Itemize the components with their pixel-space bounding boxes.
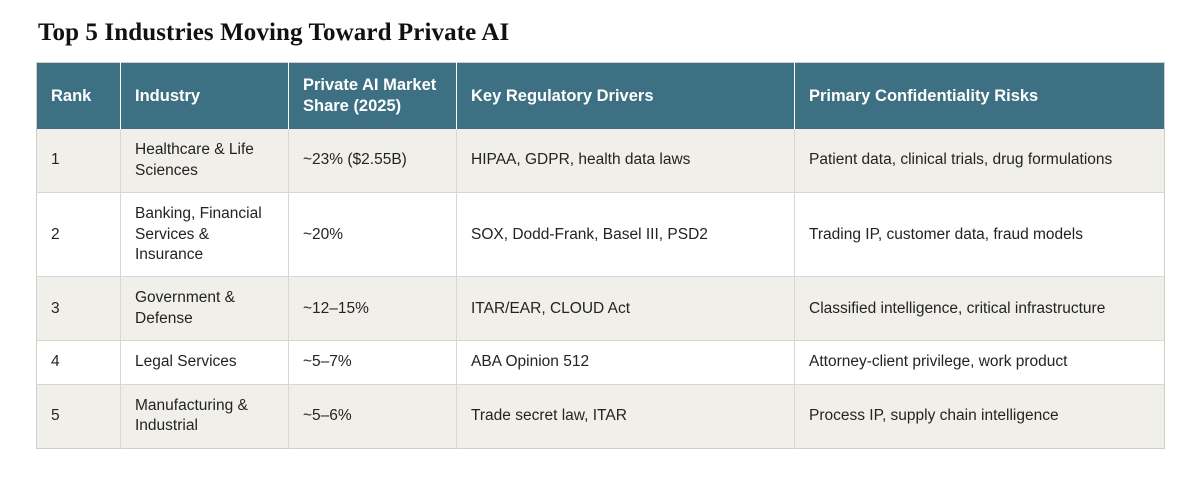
column-header-confidentiality-risks: Primary Confidentiality Risks xyxy=(795,63,1165,130)
column-header-industry: Industry xyxy=(121,63,289,130)
cell-rank: 2 xyxy=(37,193,121,277)
cell-market-share: ~12–15% xyxy=(289,277,457,341)
cell-industry: Legal Services xyxy=(121,341,289,384)
cell-confidentiality-risks: Attorney-client privilege, work product xyxy=(795,341,1165,384)
table-body xyxy=(37,129,1165,448)
table-row xyxy=(37,193,1165,277)
cell-industry: Manufacturing & Industrial xyxy=(121,384,289,448)
cell-confidentiality-risks: Classified intelligence, critical infrastructure xyxy=(795,277,1165,341)
cell-confidentiality-risks: Process IP, supply chain intelligence xyxy=(795,384,1165,448)
cell-confidentiality-risks: Patient data, clinical trials, drug formulations xyxy=(795,129,1165,192)
cell-rank: 3 xyxy=(37,277,121,341)
column-header-rank: Rank xyxy=(37,63,121,130)
cell-regulatory-drivers: ITAR/EAR, CLOUD Act xyxy=(457,277,795,341)
cell-regulatory-drivers: HIPAA, GDPR, health data laws xyxy=(457,129,795,192)
column-header-regulatory-drivers: Key Regulatory Drivers xyxy=(457,63,795,130)
table-row xyxy=(37,277,1165,341)
cell-regulatory-drivers: ABA Opinion 512 xyxy=(457,341,795,384)
cell-industry: Banking, Financial Services & Insurance xyxy=(121,193,289,277)
table-header xyxy=(37,63,1165,130)
cell-market-share: ~5–6% xyxy=(289,384,457,448)
column-header-market-share: Private AI Market Share (2025) xyxy=(289,63,457,130)
cell-market-share: ~5–7% xyxy=(289,341,457,384)
cell-rank: 1 xyxy=(37,129,121,192)
table-row xyxy=(37,384,1165,448)
cell-industry: Healthcare & Life Sciences xyxy=(121,129,289,192)
cell-regulatory-drivers: Trade secret law, ITAR xyxy=(457,384,795,448)
cell-industry: Government & Defense xyxy=(121,277,289,341)
page-title: Top 5 Industries Moving Toward Private AI xyxy=(38,19,510,46)
cell-regulatory-drivers: SOX, Dodd-Frank, Basel III, PSD2 xyxy=(457,193,795,277)
cell-rank: 5 xyxy=(37,384,121,448)
industries-table xyxy=(36,62,1165,449)
table-row xyxy=(37,341,1165,384)
cell-rank: 4 xyxy=(37,341,121,384)
cell-market-share: ~20% xyxy=(289,193,457,277)
table-row xyxy=(37,129,1165,192)
table-header-row xyxy=(37,63,1165,130)
cell-confidentiality-risks: Trading IP, customer data, fraud models xyxy=(795,193,1165,277)
cell-market-share: ~23% ($2.55B) xyxy=(289,129,457,192)
